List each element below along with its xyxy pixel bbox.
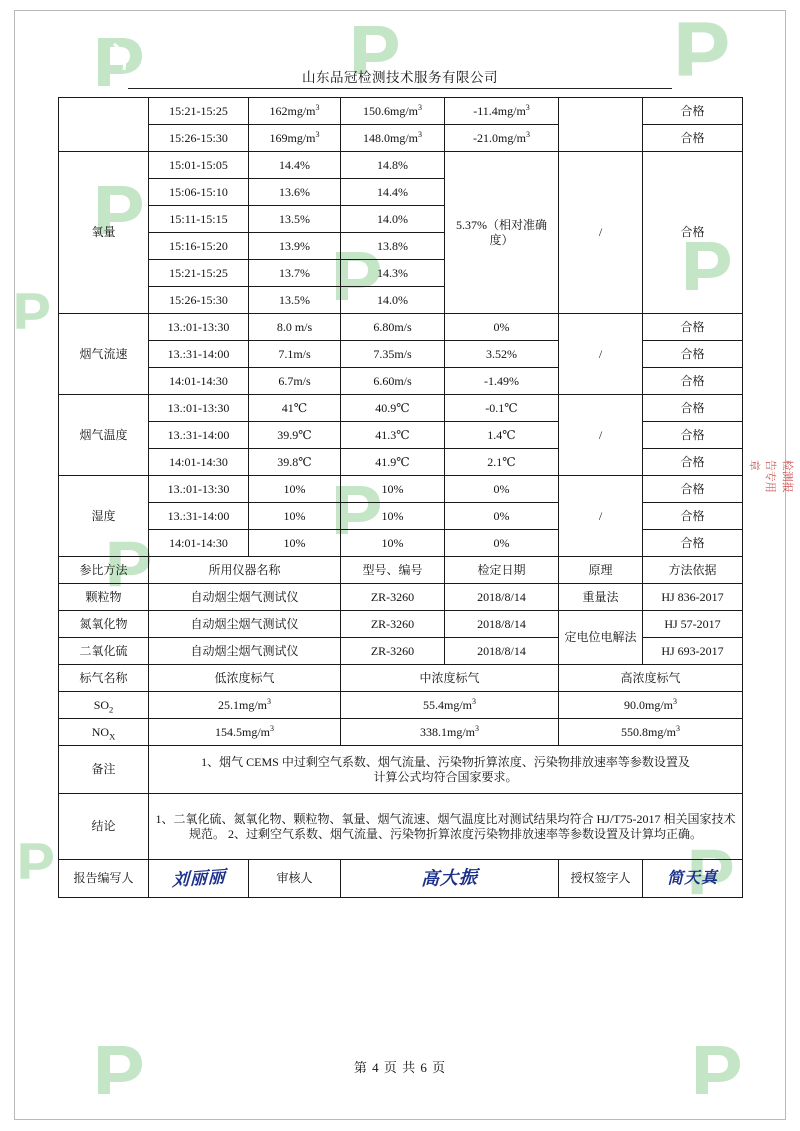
table-row — [59, 395, 743, 422]
cell-value2: 40.9℃ — [341, 395, 445, 422]
cell-result: 合格 — [643, 476, 743, 503]
table-row — [59, 794, 743, 860]
cell-result: 合格 — [643, 341, 743, 368]
table-row — [59, 314, 743, 341]
cell-value2: 14.3% — [341, 260, 445, 287]
cell-result: 合格 — [643, 503, 743, 530]
table-row — [59, 476, 743, 503]
conclusion-line-2: 相关国家技术规范。 — [188, 811, 736, 841]
cell-value2: $150.6mg/m^3$ — [341, 98, 445, 125]
row-label-remarks: 备注 — [59, 746, 149, 794]
col-header-method: 参比方法 — [59, 557, 149, 584]
cell-deviation: $-21.0mg/m^3$ — [445, 125, 559, 152]
row-label-humidity: 湿度 — [59, 476, 149, 557]
cell-gas-high: $90.0mg/m^3$ — [559, 692, 743, 719]
row-label-temperature: 烟气温度 — [59, 395, 149, 476]
row-label-conclusion: 结论 — [59, 794, 149, 860]
col-header-gas-low: 低浓度标气 — [149, 665, 341, 692]
cell-value2: 7.35m/s — [341, 341, 445, 368]
signature-authorizer-text: 简天真 — [666, 869, 719, 887]
cell-deviation: 0% — [445, 476, 559, 503]
cell-deviation: 0% — [445, 503, 559, 530]
cell-deviation: -0.1℃ — [445, 395, 559, 422]
cell-value1: 39.9℃ — [249, 422, 341, 449]
cell-method-param: 二氧化硫 — [59, 638, 149, 665]
conclusion-line-3: 2、过剩空气系数、烟气流量、污染物折算浓度污染物排放速率等参数设置及计算均正确。 — [228, 826, 703, 841]
cell-result: 合格 — [643, 125, 743, 152]
cell-value1: 13.6% — [249, 179, 341, 206]
label-reviewer: 审核人 — [249, 860, 341, 898]
cell-value2: 41.9℃ — [341, 449, 445, 476]
cell-time: 13.:01-13:30 — [149, 476, 249, 503]
col-header-model: 型号、编号 — [341, 557, 445, 584]
cell-gas-name: $NO_X$ — [59, 719, 149, 746]
cell-extra — [559, 98, 643, 152]
cell-principle: 重量法 — [559, 584, 643, 611]
col-header-principle: 原理 — [559, 557, 643, 584]
cell-value1: $169mg/m^3$ — [249, 125, 341, 152]
table-row — [59, 746, 743, 794]
remarks-line-1: 1、烟气 CEMS 中过剩空气系数、烟气流量、污染物折算浓度、污染物排放速率等参数设置及 — [201, 754, 690, 769]
cell-time: 13.:01-13:30 — [149, 314, 249, 341]
cell-result: 合格 — [643, 422, 743, 449]
cell-deviation: 2.1℃ — [445, 449, 559, 476]
cell-param-blank — [59, 98, 149, 152]
cell-value1: 6.7m/s — [249, 368, 341, 395]
report-table — [58, 97, 743, 898]
table-row — [59, 152, 743, 179]
cell-model: ZR-3260 — [341, 611, 445, 638]
cell-deviation-oxygen: 5.37%（相对准确度） — [445, 152, 559, 314]
cell-value2: $148.0mg/m^3$ — [341, 125, 445, 152]
cell-date: 2018/8/14 — [445, 638, 559, 665]
cell-gas-low: $25.1mg/m^3$ — [149, 692, 341, 719]
cell-time: 15:11-15:15 — [149, 206, 249, 233]
cell-time: 13.:31-14:00 — [149, 341, 249, 368]
cell-time: 15:06-15:10 — [149, 179, 249, 206]
cell-time: 13.:01-13:30 — [149, 395, 249, 422]
row-label-flow: 烟气流速 — [59, 314, 149, 395]
cell-result: 合格 — [643, 395, 743, 422]
cell-result: 合格 — [643, 314, 743, 341]
cell-gas-low: $154.5mg/m^3$ — [149, 719, 341, 746]
cell-value1: 8.0 m/s — [249, 314, 341, 341]
header-divider — [128, 88, 672, 89]
cell-model: ZR-3260 — [341, 638, 445, 665]
cell-time: 15:01-15:05 — [149, 152, 249, 179]
cell-gas-mid: $338.1mg/m^3$ — [341, 719, 559, 746]
col-header-date: 检定日期 — [445, 557, 559, 584]
cell-time: 15:21-15:25 — [149, 98, 249, 125]
page-title: 山东品冠检测技术服务有限公司 — [302, 70, 498, 85]
cell-instrument: 自动烟尘烟气测试仪 — [149, 611, 341, 638]
cell-extra: / — [559, 395, 643, 476]
cell-instrument: 自动烟尘烟气测试仪 — [149, 638, 341, 665]
cell-method-param: 氮氧化物 — [59, 611, 149, 638]
col-header-gas-high: 高浓度标气 — [559, 665, 743, 692]
table-row — [59, 611, 743, 638]
cell-value1: 13.5% — [249, 287, 341, 314]
page-footer: 第 4 页 共 6 页 — [353, 1060, 447, 1075]
cell-result: 合格 — [643, 368, 743, 395]
cell-result: 合格 — [643, 449, 743, 476]
col-header-gas-mid: 中浓度标气 — [341, 665, 559, 692]
cell-date: 2018/8/14 — [445, 611, 559, 638]
signature-reviewer-text: 高大振 — [420, 867, 479, 890]
cell-principle: 定电位电解法 — [559, 611, 643, 665]
cell-value1: 10% — [249, 476, 341, 503]
cell-deviation: 3.52% — [445, 341, 559, 368]
cell-value2: 10% — [341, 530, 445, 557]
cell-deviation: 1.4℃ — [445, 422, 559, 449]
cell-time: 15:16-15:20 — [149, 233, 249, 260]
row-label-oxygen: 氧量 — [59, 152, 149, 314]
col-header-standard: 方法依据 — [643, 557, 743, 584]
cell-value1: 10% — [249, 503, 341, 530]
cell-value2: 6.80m/s — [341, 314, 445, 341]
cell-value2: 14.0% — [341, 206, 445, 233]
cell-value2: 10% — [341, 503, 445, 530]
col-header-gas-name: 标气名称 — [59, 665, 149, 692]
cell-deviation: -1.49% — [445, 368, 559, 395]
cell-value2: 13.8% — [341, 233, 445, 260]
signature-authorizer — [643, 860, 743, 898]
cell-time: 15:21-15:25 — [149, 260, 249, 287]
cell-value1: 41℃ — [249, 395, 341, 422]
cell-value1: 13.5% — [249, 206, 341, 233]
cell-value1: 39.8℃ — [249, 449, 341, 476]
cell-extra: / — [559, 152, 643, 314]
cell-gas-high: $550.8mg/m^3$ — [559, 719, 743, 746]
signature-writer-text: 刘丽丽 — [171, 866, 226, 890]
cell-result: 合格 — [643, 152, 743, 314]
cell-method-param: 颗粒物 — [59, 584, 149, 611]
cell-time: 14:01-14:30 — [149, 368, 249, 395]
remarks-line-2: 计算公式均符合国家要求。 — [373, 769, 518, 784]
cell-time: 14:01-14:30 — [149, 449, 249, 476]
signature-reviewer — [341, 860, 559, 898]
cell-value1: 13.9% — [249, 233, 341, 260]
cell-extra: / — [559, 314, 643, 395]
table-row — [59, 719, 743, 746]
cell-value1: 10% — [249, 530, 341, 557]
cell-deviation: 0% — [445, 314, 559, 341]
cell-instrument: 自动烟尘烟气测试仪 — [149, 584, 341, 611]
cell-standard: HJ 836-2017 — [643, 584, 743, 611]
cell-conclusion — [149, 794, 743, 860]
label-writer: 报告编写人 — [59, 860, 149, 898]
side-annotation: 检测报告专用章 — [747, 459, 793, 493]
label-authorizer: 授权签字人 — [559, 860, 643, 898]
signature-row — [59, 860, 743, 898]
table-header-row — [59, 557, 743, 584]
table-row — [59, 692, 743, 719]
cell-time: 15:26-15:30 — [149, 287, 249, 314]
cell-standard: HJ 57-2017 — [643, 611, 743, 638]
cell-value1: $162mg/m^3$ — [249, 98, 341, 125]
cell-value1: 13.7% — [249, 260, 341, 287]
cell-deviation: 0% — [445, 530, 559, 557]
table-row — [59, 584, 743, 611]
cell-value2: 14.8% — [341, 152, 445, 179]
conclusion-line-1: 1、二氧化硫、氮氧化物、颗粒物、氧量、烟气流速、烟气温度比对测试结果均符合 HJ/T75-2017 — [155, 811, 661, 826]
cell-value2: 41.3℃ — [341, 422, 445, 449]
cell-model: ZR-3260 — [341, 584, 445, 611]
cell-gas-mid: $55.4mg/m^3$ — [341, 692, 559, 719]
cell-remarks — [149, 746, 743, 794]
table-row — [59, 98, 743, 125]
cell-date: 2018/8/14 — [445, 584, 559, 611]
cell-value2: 14.0% — [341, 287, 445, 314]
cell-standard: HJ 693-2017 — [643, 638, 743, 665]
cell-extra: / — [559, 476, 643, 557]
cell-time: 15:26-15:30 — [149, 125, 249, 152]
cell-time: 13.:31-14:00 — [149, 422, 249, 449]
col-header-instrument: 所用仪器名称 — [149, 557, 341, 584]
cell-value2: 10% — [341, 476, 445, 503]
cell-gas-name: $SO_2$ — [59, 692, 149, 719]
signature-writer — [149, 860, 249, 898]
cell-time: 13.:31-14:00 — [149, 503, 249, 530]
cell-deviation: $-11.4mg/m^3$ — [445, 98, 559, 125]
cell-value2: 14.4% — [341, 179, 445, 206]
cell-value1: 7.1m/s — [249, 341, 341, 368]
cell-value1: 14.4% — [249, 152, 341, 179]
table-header-row — [59, 665, 743, 692]
cell-result: 合格 — [643, 98, 743, 125]
cell-value2: 6.60m/s — [341, 368, 445, 395]
cell-time: 14:01-14:30 — [149, 530, 249, 557]
cell-result: 合格 — [643, 530, 743, 557]
